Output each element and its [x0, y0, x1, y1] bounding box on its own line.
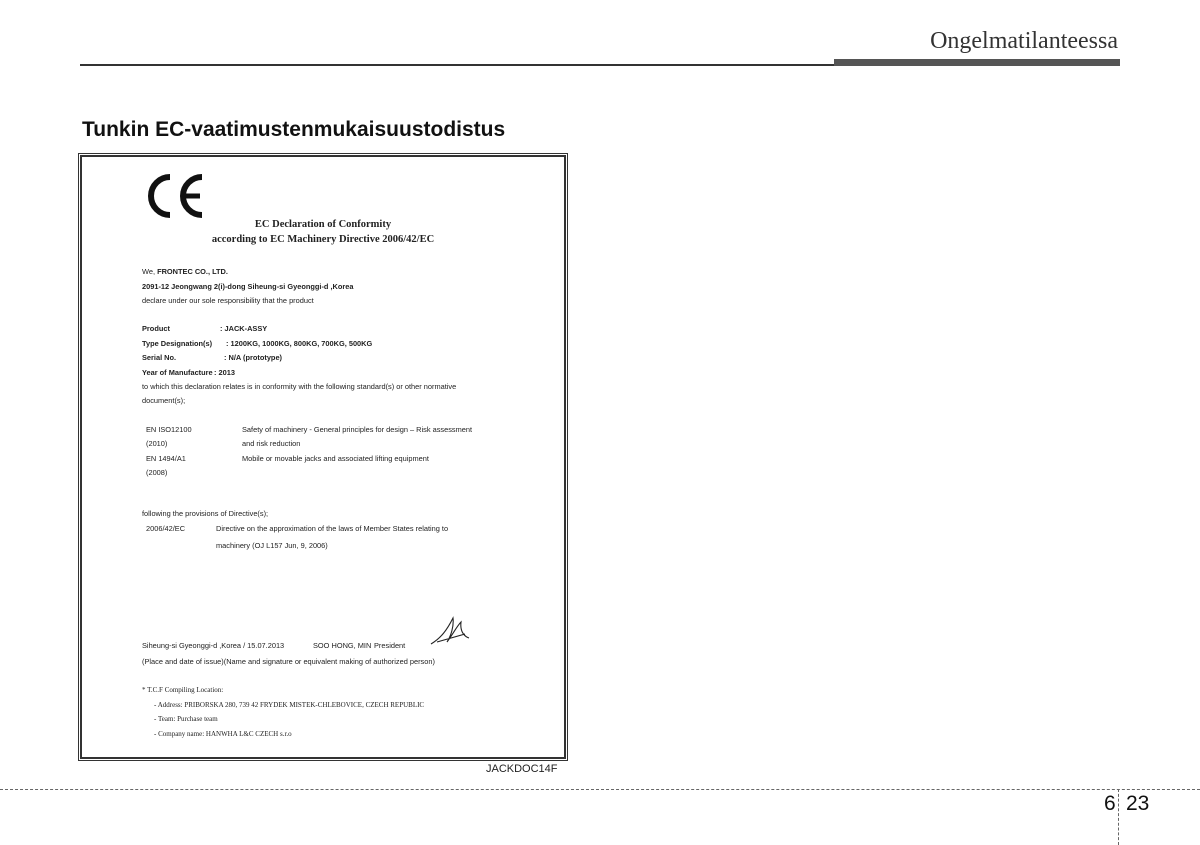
- serial-value: : N/A (prototype): [224, 353, 283, 362]
- signer-name: SOO HONG, MIN: [313, 641, 372, 650]
- serial-label: Serial No.: [142, 353, 177, 362]
- footer-rule: [0, 789, 1200, 790]
- tcf-address: - Address: PRIBORSKA 280, 739 42 FRYDEK MISTEK-CHLEBOVICE, CZECH REPUBLIC: [154, 701, 425, 709]
- certificate-page: [82, 157, 564, 757]
- standard-year: (2008): [146, 468, 168, 477]
- year-label: Year of Manufacture: [142, 368, 213, 377]
- we-prefix: We,: [142, 267, 158, 276]
- tcf-team: - Team: Purchase team: [154, 715, 218, 723]
- type-value: : 1200KG, 1000KG, 800KG, 700KG, 500KG: [226, 339, 373, 348]
- product-value: : JACK-ASSY: [220, 324, 268, 333]
- page-number: 23: [1126, 792, 1150, 815]
- directive-code: 2006/42/EC: [146, 524, 186, 533]
- chapter-number: 6: [1104, 792, 1116, 815]
- declare-text: declare under our sole responsibility that the product: [142, 296, 314, 305]
- tcf-heading: * T.C.F Compiling Location:: [142, 686, 224, 694]
- certificate-image: [80, 155, 566, 759]
- place-date: Siheung-si Gyeonggi-d ,Korea / 15.07.2013: [142, 641, 285, 650]
- header-tab-bar: [834, 59, 1120, 66]
- chapter-title: Ongelmatilanteessa: [930, 28, 1118, 54]
- company-address: 2091-12 Jeongwang 2(i)-dong Siheung-si Gyeonggi-d ,Korea: [142, 282, 354, 291]
- standard-desc: Mobile or movable jacks and associated lifting equipment: [242, 454, 429, 463]
- type-label: Type Designation(s): [142, 339, 213, 348]
- signature-icon: [427, 612, 475, 648]
- standard-code: EN 1494/A1: [146, 454, 186, 463]
- conformity-line-2: document(s);: [142, 396, 186, 405]
- signer-role: President: [374, 641, 406, 650]
- directive-desc: Directive on the approximation of the laws of Member States relating to: [216, 524, 449, 533]
- section-heading: Tunkin EC-vaatimustenmukaisuustodistus: [82, 118, 506, 141]
- standard-desc: Safety of machinery - General principles for design – Risk assessment: [242, 425, 473, 434]
- standard-year: (2010): [146, 439, 168, 448]
- provisions-text: following the provisions of Directive(s);: [142, 509, 269, 518]
- product-label: Product: [142, 324, 170, 333]
- conformity-line-1: to which this declaration relates is in conformity with the following standard(s) or other normative: [142, 382, 457, 391]
- tcf-company: - Company name: HANWHA L&C CZECH s.r.o: [154, 730, 292, 738]
- certificate-title: EC Declaration of Conformity: [254, 219, 392, 230]
- place-caption: (Place and date of issue)(Name and signature or equivalent making of authorized person): [142, 657, 435, 666]
- figure-caption: JACKDOC14F: [486, 763, 558, 775]
- directive-desc-cont: machinery (OJ L157 Jun, 9, 2006): [216, 541, 328, 550]
- company-line: [142, 267, 228, 276]
- certificate-subtitle: according to EC Machinery Directive 2006/42/EC: [211, 234, 435, 245]
- standard-code: EN ISO12100: [146, 425, 192, 434]
- ce-marking-icon: [140, 171, 210, 221]
- company-name: FRONTEC CO., LTD.: [157, 267, 228, 276]
- standard-desc-cont: and risk reduction: [242, 439, 301, 448]
- page-number-divider: [1118, 789, 1119, 845]
- year-value: : 2013: [214, 368, 235, 377]
